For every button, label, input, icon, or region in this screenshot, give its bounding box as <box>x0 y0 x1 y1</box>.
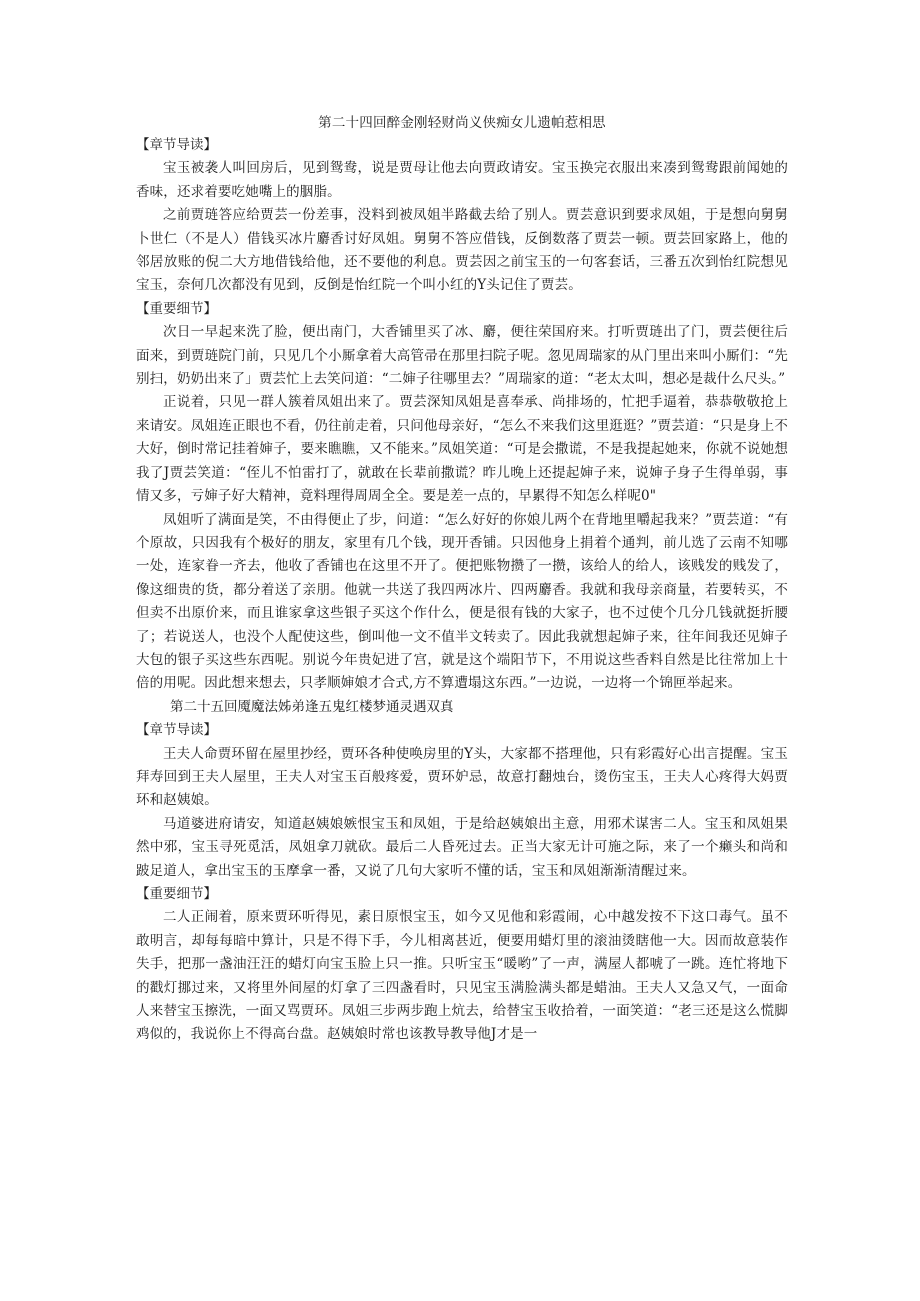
chapter-24-detail-label: 【重要细节】 <box>136 300 217 317</box>
chapter-25-guide-label: 【章节导读】 <box>136 722 217 739</box>
chapter-24-guide-para-2: 之前贾琏答应给贾芸一份差事，没料到被凤姐半路截去给了别人。贾芸意识到要求凤姐，于是想向舅舅卜世仁（不是人）借钱买冰片麝香讨好凤姐。舅舅不答应借钱，反倒数落了贾芸一顿。贾芸回家路上，他的邻居放账的倪二大方地借钱给他，还不要他的利息。贾芸因之前宝玉的一句客套话，三番五次到怡红院想见宝玉，奈何几次都没有见到，反倒是怡红院一个叫小红的Y头记住了贾芸。 <box>136 207 788 294</box>
chapter-25-detail-para-1: 二人正闹着，原来贾环听得见，素日原恨宝玉，如今又见他和彩霞闹，心中越发按不下这口毒气。虽不敢明言，却每每暗中算计，只是不得下手，今儿相离甚近，便要用蜡灯里的滚油烫瞎他一大。因而故意装作失手，把那一盏油汪汪的蜡灯向宝玉脸上只一推。只听宝玉“暖哟”了一声，满屋人都唬了一跳。连忙将地下的戳灯挪过来，又将里外间屋的灯拿了三四盏看时，只见宝玉满脸满头都是蜡油。王夫人又急又气，一面命人来替宝玉擦洗，一面又骂贾环。凤姐三步两步跑上炕去，给替宝玉收拾着，一面笑道：“老三还是这么慌脚鸡似的，我说你上不得高台盘。赵姨娘时常也该教导教导他J才是一 <box>136 909 788 1043</box>
chapter-25-guide-para-1: 王夫人命贾环留在屋里抄经，贾环各种使唤房里的Y头，大家都不搭理他，只有彩霞好心出言提醒。宝玉拜寿回到王夫人屋里，王夫人对宝玉百般疼爱，贾环妒忌，故意打翻烛台，烫伤宝玉，王夫人心疼得大妈贾环和赵姨娘。 <box>136 745 788 809</box>
chapter-24-detail-para-1: 次日一早起来洗了脸，便出南门，大香铺里买了冰、麝，便往荣国府来。打听贾琏出了门，贾芸便往后面来，到贾琏院门前，只见几个小厮拿着大高管帚在那里扫院子呢。忽见周瑞家的从门里出来叫小厮们：“先别扫，奶奶出来了」贾芸忙上去笑问道：“二婶子往哪里去？”周瑞家的道：“老太太叫，想必是裁什么尺头。” <box>136 324 788 388</box>
chapter-24-guide-para-1: 宝玉被袭人叫回房后，见到鸳鸯，说是贾母让他去向贾政请安。宝玉换完衣服出来凑到鸳鸯跟前闻她的香味，还求着要吃她嘴上的胭脂。 <box>136 160 788 200</box>
chapter-24-detail-para-2: 正说着，只见一群人簇着凤姐出来了。贾芸深知凤姐是喜奉承、尚排场的，忙把手逼着，恭恭敬敬抢上来请安。凤姐连正眼也不看，仍往前走着，只问他母亲好，“怎么不来我们这里逛逛？”贾芸道：“只是身上不大好，倒时常记挂着婶子，要来瞧瞧，又不能来。”凤姐笑道：“可是会撒谎，不是我提起她来，你就不说她想我了J贾芸笑道：“侄儿不怕雷打了，就敢在长辈前撒谎？昨儿晚上还提起婶子来，说婶子身子生得单弱，事情又多，亏婶子好大精神，竟料理得周周全全。要是差一点的，早累得不知怎么样呢0" <box>136 394 788 505</box>
chapter-25-detail-label: 【重要细节】 <box>136 886 217 902</box>
chapter-25-guide-para-2: 马道婆进府请安，知道赵姨娘嫉恨宝玉和凤姐，于是给赵姨娘出主意，用邪术谋害二人。宝玉和凤姐果然中邪，宝玉寻死觅活，凤姐拿刀就砍。最后二人昏死过去。正当大家无计可施之际，来了一个癞头和尚和跛足道人，拿出宝玉的玉摩拿一番，又说了几句大家听不懂的话，宝玉和凤姐渐渐清醒过来。 <box>136 815 788 879</box>
chapter-24-title: 第二十四回醉金刚轻财尚义侠痴女儿遗帕惹相思 <box>318 115 606 131</box>
chapter-25-title: 第二十五回魇魔法姊弟逢五鬼红楼梦通灵遇双真 <box>170 698 454 715</box>
chapter-24-guide-label: 【章节导读】 <box>136 137 217 153</box>
chapter-24-detail-para-3: 凤姐听了满面是笑，不由得便止了步，问道：“怎么好好的你娘儿两个在背地里嚼起我来？”贾芸道：“有个原故，只因我有个极好的朋友，家里有几个钱，现开香铺。只因他身上捐着个通判，前儿选了云南不知哪一处，连家眷一齐去，他收了香铺也在这里不开了。便把账物攒了一攒，该给人的给人，该贱发的贱发了，像这细贵的货，都分着送了亲朋。他就一共送了我四两冰片、四两麝香。我就和我母亲商量，若要转买，不但卖不出原价来，而且谁家拿这些银子买这个作什么，便是很有钱的大家子，也不过使个几分几钱就挺折腰了；若说送人，也没个人配使这些，倒叫他一文不值半文转卖了。因此我就想起婶子来，往年间我还见婶子大包的银子买这些东西呢。别说今年贵妃进了宫，就是这个端阳节下，不用说这些香料自然是比往常加上十倍的用呢。因此想来想去，只孝顺婶娘才合式,方不算遭塌这东西。”一边说，一边将一个锦匣举起来。 <box>136 511 788 692</box>
document-page <box>136 112 788 1047</box>
